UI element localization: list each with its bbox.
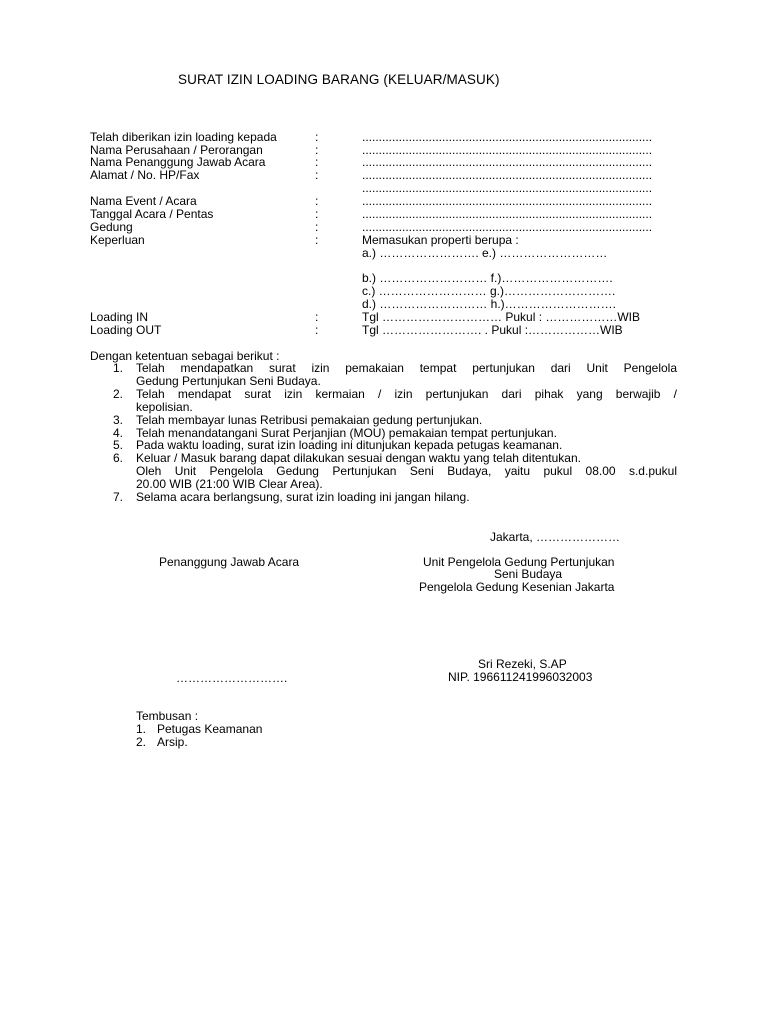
loading-in-label: Loading IN — [90, 310, 149, 324]
left-signatory-role: Penanggung Jawab Acara — [159, 555, 300, 569]
property-line: c.) ……………………… g.)………………………. — [362, 284, 616, 298]
field-value: ....................................................................................... — [362, 168, 653, 182]
property-line: b.) ……………………… f.)………………………. — [362, 271, 613, 285]
field-label: Tanggal Acara / Pentas — [90, 207, 214, 221]
field-colon: : — [315, 168, 319, 182]
conditions-intro: Dengan ketentuan sebagai berikut : — [90, 349, 280, 363]
condition-number: 5. — [113, 438, 124, 452]
place-date: Jakarta, ………………… — [490, 530, 621, 544]
cc-number: 1. — [136, 722, 147, 736]
condition-number: 6. — [113, 451, 124, 465]
field-colon: : — [315, 143, 319, 157]
cc-item: Petugas Keamanan — [157, 722, 263, 736]
condition-number: 3. — [113, 413, 124, 427]
condition-number: 2. — [113, 387, 124, 401]
condition-text: Telah membayar lunas Retribusi pemakaian gedung pertunjukan. — [136, 413, 483, 427]
field-value: ....................................................................................... — [362, 181, 653, 195]
loading-out-value: Tgl ……………………. . Pukul :………………WIB — [362, 323, 623, 337]
field-colon: : — [315, 220, 319, 234]
condition-text: Oleh Unit Pengelola Gedung Pertunjukan Seni Budaya, yaitu pukul 08.00 s.d.pukul — [136, 464, 677, 478]
field-colon: : — [315, 155, 319, 169]
condition-text: Telah mendapat surat izin kermaian / izin pertunjukan dari pihak yang berwajib / — [136, 387, 677, 401]
condition-text: kepolisian. — [136, 400, 193, 414]
field-colon: : — [315, 130, 319, 144]
right-signatory-role: Unit Pengelola Gedung Pertunjukan — [423, 555, 615, 569]
field-label: Alamat / No. HP/Fax — [90, 168, 200, 182]
condition-number: 7. — [113, 490, 124, 504]
right-signatory-name: Sri Rezeki, S.AP — [478, 657, 567, 671]
condition-text: Pada waktu loading, surat izin loading ini ditunjukan kepada petugas keamanan. — [136, 438, 563, 452]
field-value: ....................................................................................... — [362, 155, 653, 169]
field-value: Memasukan properti berupa : — [362, 233, 519, 247]
condition-number: 4. — [113, 426, 124, 440]
right-signatory-role: Pengelola Gedung Kesenian Jakarta — [419, 580, 615, 594]
condition-text: Telah menandatangani Surat Perjanjian (MOU) pemakaian tempat pertunjukan. — [136, 426, 557, 440]
property-line: d.) ……………………… h.)………………………. — [362, 297, 617, 311]
field-value: ....................................................................................... — [362, 130, 653, 144]
field-label: Gedung — [90, 220, 133, 234]
field-value: ....................................................................................... — [362, 194, 653, 208]
condition-text: Telah mendapatkan surat izin pemakaian tempat pertunjukan dari Unit Pengelola — [136, 361, 677, 375]
field-label: Nama Event / Acara — [90, 194, 197, 208]
field-colon: : — [315, 207, 319, 221]
loading-out-label: Loading OUT — [90, 323, 162, 337]
field-value: ....................................................................................... — [362, 207, 653, 221]
condition-number: 1. — [113, 361, 124, 375]
field-label: Nama Perusahaan / Perorangan — [90, 143, 263, 157]
field-colon: : — [315, 233, 319, 247]
field-value: ....................................................................................... — [362, 220, 653, 234]
field-label: Keperluan — [90, 233, 145, 247]
condition-text: Selama acara berlangsung, surat izin loading ini jangan hilang. — [136, 490, 470, 504]
field-label: Nama Penanggung Jawab Acara — [90, 155, 266, 169]
loading-in-value: Tgl ………………………… Pukul : ………………WIB — [362, 310, 641, 324]
condition-text: 20.00 WIB (21:00 WIB Clear Area). — [136, 477, 323, 491]
cc-number: 2. — [136, 735, 147, 749]
loading-out-colon: : — [315, 323, 319, 337]
field-colon: : — [315, 194, 319, 208]
right-signatory-role: Seni Budaya — [494, 567, 563, 581]
condition-text: Gedung Pertunjukan Seni Budaya. — [136, 374, 321, 388]
property-line: a.) ……………………. e.) ……………………… — [362, 246, 608, 260]
field-label: Telah diberikan izin loading kepada — [90, 130, 277, 144]
field-value: ....................................................................................... — [362, 143, 653, 157]
cc-title: Tembusan : — [136, 709, 199, 723]
document-title: SURAT IZIN LOADING BARANG (KELUAR/MASUK) — [178, 72, 500, 87]
loading-in-colon: : — [315, 310, 319, 324]
right-signatory-nip: NIP. 196611241996032003 — [448, 670, 593, 684]
left-signatory-name: ………………………. — [176, 671, 288, 685]
condition-text: Keluar / Masuk barang dapat dilakukan sesuai dengan waktu yang telah ditentukan. — [136, 451, 581, 465]
cc-item: Arsip. — [157, 735, 188, 749]
